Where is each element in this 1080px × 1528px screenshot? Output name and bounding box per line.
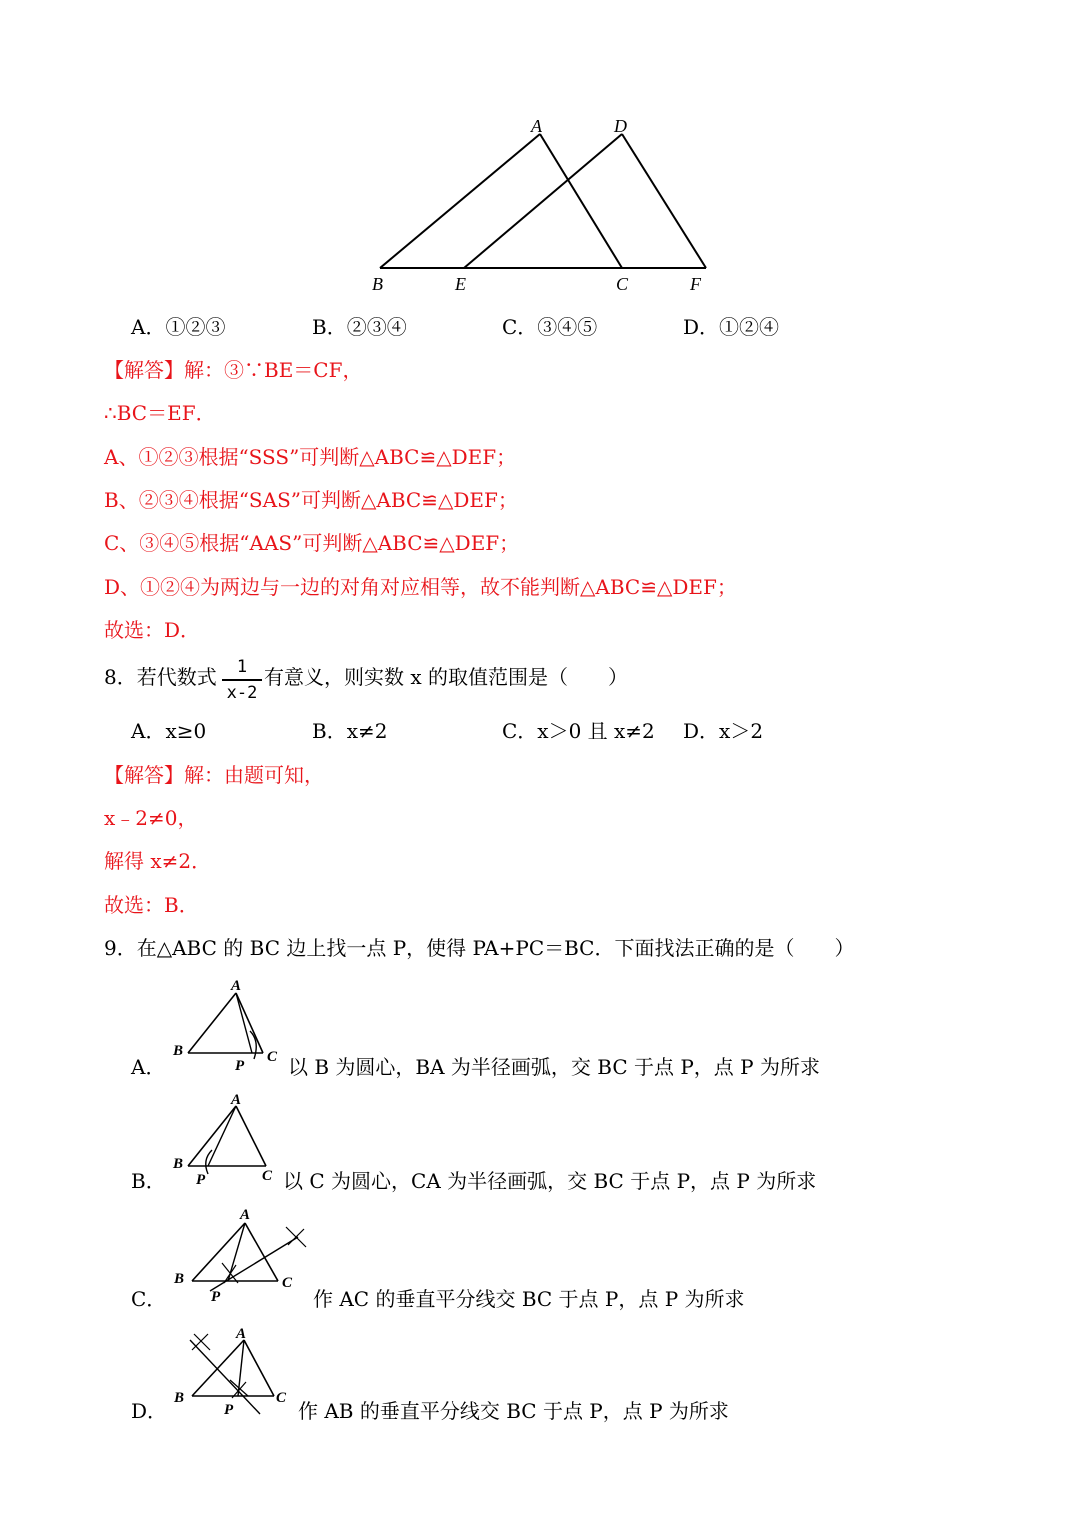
q9c-label-p: P xyxy=(211,1289,221,1305)
q9b-label-a: A xyxy=(231,1092,242,1108)
q9-option-a-text: 以 B 为圆心，BA 为半径画弧，交 BC 于点 P，点 P 为所求 xyxy=(288,1055,820,1079)
q9b-label-b: B xyxy=(173,1156,184,1172)
q7-option-a: A．①②③ xyxy=(131,315,226,339)
q8-stem-before: 8．若代数式 xyxy=(104,665,217,689)
q9-option-c-text: 作 AC 的垂直平分线交 BC 于点 P，点 P 为所求 xyxy=(313,1287,745,1311)
q7-option-b: B．②③④ xyxy=(312,315,407,339)
q7-answer-line-7: 故选：D． xyxy=(104,618,201,642)
q9a-label-b: B xyxy=(173,1043,184,1059)
q9a-label-a: A xyxy=(231,978,242,994)
q8-option-c: C．x＞0 且 x≠2 xyxy=(502,719,655,743)
q9c-label-b: B xyxy=(174,1271,185,1287)
q7-option-d: D．①②④ xyxy=(683,315,780,339)
q9-option-a-letter: A． xyxy=(131,1055,166,1079)
q9-figure-a xyxy=(168,975,286,1075)
q9b-label-p: P xyxy=(196,1172,206,1188)
q9-stem: 9．在△ABC 的 BC 边上找一点 P，使得 PA+PC＝BC．下面找法正确的是（ ） xyxy=(104,936,855,960)
label-a: A xyxy=(531,116,542,136)
segment-ab xyxy=(380,134,540,268)
q7-answer-line-4: B、②③④根据“SAS”可判断△ABC≌△DEF； xyxy=(104,488,518,512)
q9-figure-c xyxy=(168,1203,313,1313)
q7-answer-line-3: A、①②③根据“SSS”可判断△ABC≌△DEF； xyxy=(104,445,517,469)
label-d: D xyxy=(614,116,627,136)
q9a-label-c: C xyxy=(267,1049,278,1065)
q9a-label-p: P xyxy=(235,1058,245,1074)
q8-answer-line-2: x﹣2≠0， xyxy=(104,806,198,830)
q8-stem-after: 有意义，则实数 x 的取值范围是（ ） xyxy=(264,665,628,689)
q8-fraction-numerator: 1 xyxy=(236,657,248,677)
q7-answer-line-6: D、①②④为两边与一边的对角对应相等，故不能判断△ABC≌△DEF； xyxy=(104,575,737,599)
q8-fraction-bar xyxy=(222,679,262,681)
segment-de xyxy=(464,134,622,268)
q8-option-a: A．x≥0 xyxy=(131,719,207,743)
q7-answer-line-5: C、③④⑤根据“AAS”可判断△ABC≌△DEF； xyxy=(104,531,520,555)
label-b: B xyxy=(372,274,383,294)
q9-option-c-letter: C． xyxy=(131,1287,167,1311)
q8-answer-line-1: 【解答】解：由题可知， xyxy=(104,763,324,787)
q8-answer-line-4: 故选：B． xyxy=(104,893,199,917)
q9-option-d-text: 作 AB 的垂直平分线交 BC 于点 P，点 P 为所求 xyxy=(298,1399,729,1423)
q7-answer-line-2: ∴BC＝EF． xyxy=(104,401,216,425)
q9c-label-a: A xyxy=(240,1207,251,1223)
q9-figure-d xyxy=(168,1322,298,1422)
triangles-figure xyxy=(360,110,740,300)
q7-option-c: C．③④⑤ xyxy=(502,315,598,339)
q9d-label-c: C xyxy=(276,1390,287,1406)
q9-figure-b xyxy=(168,1090,283,1190)
segment-df xyxy=(622,134,706,268)
q8-option-b: B．x≠2 xyxy=(312,719,388,743)
q9-option-b-letter: B． xyxy=(131,1169,166,1193)
label-f: F xyxy=(690,274,701,294)
q9d-label-p: P xyxy=(224,1402,234,1418)
q9-option-b-text: 以 C 为圆心，CA 为半径画弧，交 BC 于点 P，点 P 为所求 xyxy=(283,1169,817,1193)
q9b-label-c: C xyxy=(262,1168,273,1184)
q8-answer-line-3: 解得 x≠2． xyxy=(104,849,212,873)
label-c: C xyxy=(616,274,629,294)
q9d-label-b: B xyxy=(174,1390,185,1406)
q9d-label-a: A xyxy=(236,1326,247,1342)
q7-answer-line-1: 【解答】解：③∵BE＝CF， xyxy=(104,358,363,382)
segment-ac xyxy=(540,134,622,268)
q9c-label-c: C xyxy=(282,1275,293,1291)
label-e: E xyxy=(455,274,466,294)
q9-option-d-letter: D． xyxy=(131,1399,168,1423)
q8-fraction-denominator: x-2 xyxy=(226,683,258,703)
q8-option-d: D．x＞2 xyxy=(683,719,764,743)
